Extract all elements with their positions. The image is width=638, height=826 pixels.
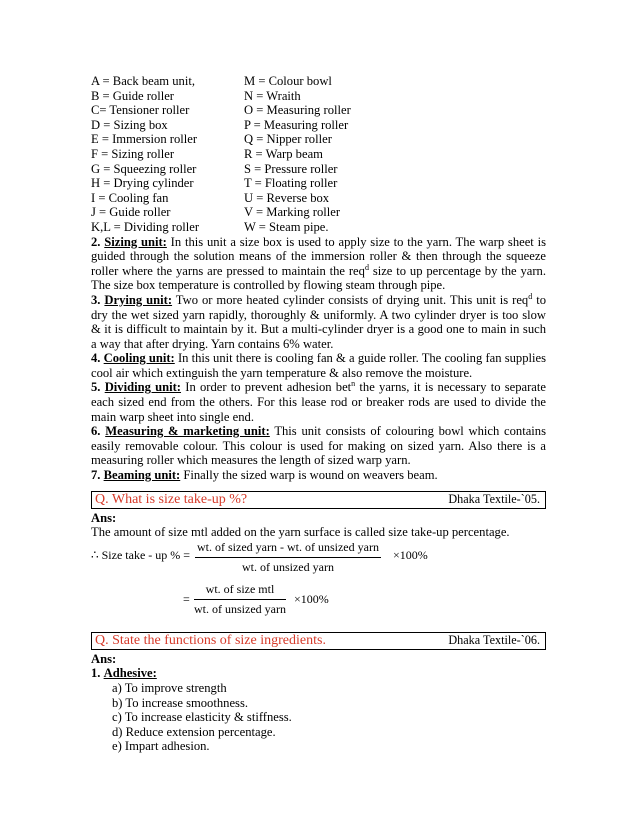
question-source: Dhaka Textile-`06. <box>448 633 540 648</box>
question-source: Dhaka Textile-`05. <box>448 492 540 507</box>
legend-item: V = Marking roller <box>244 205 341 220</box>
legend-item: H = Drying cylinder <box>91 176 194 191</box>
question-title: Q. What is size take-up %? <box>95 491 248 507</box>
legend-item: B = Guide roller <box>91 88 174 103</box>
legend-item: U = Reverse box <box>244 190 330 205</box>
formula-lhs: ∴ Size take - up % = <box>91 547 191 562</box>
formula-fraction-1 <box>195 540 381 575</box>
formula-fraction-2 <box>194 582 286 617</box>
legend-item: P = Measuring roller <box>244 117 349 132</box>
list-item: e) Impart adhesion. <box>112 739 210 754</box>
measuring-unit-heading: Measuring & marketing unit: <box>105 424 270 439</box>
component-legend <box>91 74 546 235</box>
legend-item: G = Squeezing roller <box>91 161 197 176</box>
formula-multiplier: ×100% <box>294 591 329 606</box>
adhesive-functions-list <box>91 681 546 754</box>
document-page <box>91 74 546 754</box>
legend-item: M = Colour bowl <box>244 74 332 88</box>
drying-unit-heading: Drying unit: <box>104 292 173 307</box>
legend-item: Q = Nipper roller <box>244 132 332 147</box>
fraction-numerator: wt. of size mtl <box>194 582 286 600</box>
cooling-unit-paragraph: 4. Cooling unit: In this unit there is cooling fan & a guide roller. The cooling fan supplies cool air which extinguish the yarn temperature & also remove the moisture. <box>91 351 547 380</box>
answer-label: Ans: <box>91 510 117 525</box>
formula-multiplier: ×100% <box>393 547 428 562</box>
fraction-denominator: wt. of unsized yarn <box>241 559 334 574</box>
legend-item: F = Sizing roller <box>91 146 175 161</box>
fraction-numerator: wt. of sized yarn - wt. of unsized yarn <box>195 540 381 558</box>
legend-item: I = Cooling fan <box>91 190 169 205</box>
question-box-size-ingredients <box>91 632 546 650</box>
answer-label: Ans: <box>91 651 117 666</box>
legend-item: J = Guide roller <box>91 205 171 220</box>
legend-item: C= Tensioner roller <box>91 103 190 118</box>
list-item: b) To increase smoothness. <box>112 695 248 710</box>
formula-equals: = <box>183 591 190 606</box>
size-takeup-formula <box>91 540 546 626</box>
legend-item: K,L = Dividing roller <box>91 219 200 234</box>
question-box-size-takeup <box>91 491 546 509</box>
list-item: d) Reduce extension percentage. <box>112 724 276 739</box>
beaming-unit-heading: Beaming unit: <box>103 468 181 483</box>
legend-item: R = Warp beam <box>244 146 323 161</box>
sizing-unit-heading: Sizing unit: <box>104 234 167 249</box>
question-title: Q. State the functions of size ingredients. <box>95 632 326 648</box>
adhesive-heading: 1. Adhesive: <box>91 666 157 681</box>
drying-unit-paragraph: 3. Drying unit: Two or more heated cylinder consists of drying unit. This unit is req$^d$ to dry the wet sized yarn rapidly, thoroughly & uniformly. A two cylinder dryer is too slow & it is difficult to maintain by it. But a multi-cylinder dryer is a good one to main in such a way that after drying. Yarn contains 6% water. <box>91 291 546 351</box>
dividing-unit-heading: Dividing unit: <box>104 380 182 395</box>
legend-item: N = Wraith <box>244 88 301 103</box>
legend-item: T = Floating roller <box>244 176 338 191</box>
list-item: a) To improve strength <box>112 681 227 695</box>
legend-item: D = Sizing box <box>91 117 168 132</box>
legend-item: O = Measuring roller <box>244 103 351 118</box>
beaming-unit-paragraph: 7. Beaming unit: Finally the sized warp is wound on weavers beam. <box>91 468 438 483</box>
measuring-unit-paragraph: 6. Measuring & marketing unit: This unit consists of colouring bowl which contains easily removable colour. This colour is used for making on sized yarn. Also there is a measuring roller which measures the length of sized warp yarn. <box>91 424 546 468</box>
legend-item: E = Immersion roller <box>91 132 198 147</box>
sizing-unit-paragraph: 2. Sizing unit: In this unit a size box is used to apply size to the yarn. The warp sheet is guided through the solution means of the immersion roller & then through the squeeze roller where the yarns are pressed to maintain the req$^d$ size to up percentage by the yarn. The size box temperature is controlled by flowing steam through pipe. <box>91 234 547 293</box>
legend-item: A = Back beam unit, <box>91 74 195 88</box>
legend-item: W = Steam pipe. <box>244 219 329 234</box>
dividing-unit-paragraph: 5. Dividing unit: In order to prevent adhesion bet$^n$ the yarns, it is necessary to separate each sized end from the others. For this lease rod or breaker rods are used to divide the main warp sheet into single end. <box>91 379 546 424</box>
cooling-unit-heading: Cooling unit: <box>103 351 175 366</box>
definition-text: The amount of size mtl added on the yarn surface is called size take-up percentage. <box>91 525 510 540</box>
list-item: c) To increase elasticity & stiffness. <box>112 710 292 725</box>
legend-item: S = Pressure roller <box>244 161 338 176</box>
fraction-denominator: wt. of unsized yarn <box>194 601 286 616</box>
